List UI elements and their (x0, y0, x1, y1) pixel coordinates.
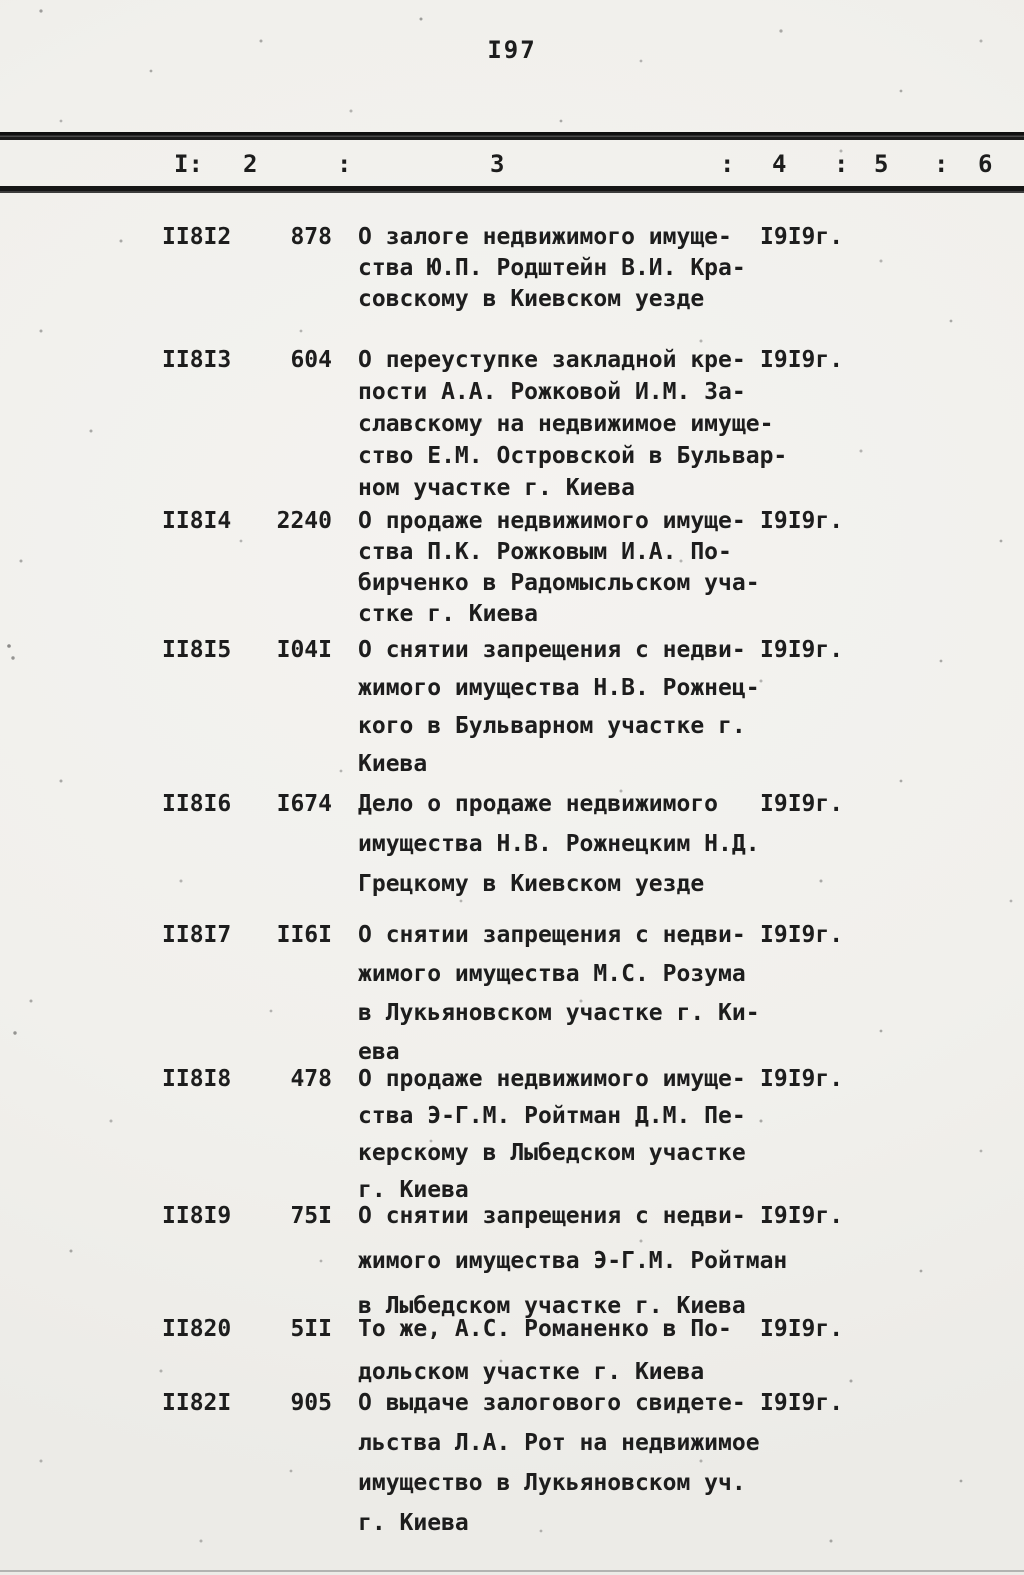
column-separator: : (834, 150, 849, 178)
table-header-rule (0, 186, 1024, 193)
case-title (358, 784, 760, 904)
case-title-line: пости А.А. Рожковой И.М. За- (358, 379, 746, 405)
table-header (0, 150, 1024, 186)
column-header-1: I: (174, 150, 203, 178)
case-title-line: О снятии запрещения с недви- (358, 637, 746, 663)
case-title (358, 631, 760, 783)
file-number: 5II (290, 1316, 332, 1342)
table-top-rule (0, 132, 1024, 140)
case-date: I9I9г. (760, 224, 844, 250)
page-number: I97 (487, 36, 537, 64)
case-date: I9I9г. (760, 637, 844, 663)
case-date: I9I9г. (760, 922, 844, 948)
case-date: I9I9г. (760, 791, 844, 817)
case-title-line: дольском участке г. Киева (358, 1359, 705, 1385)
case-title-line: стке г. Киева (358, 601, 539, 627)
file-number: 478 (290, 1066, 332, 1092)
case-title-line: Киева (358, 751, 428, 777)
case-title-line: ном участке г. Киева (358, 475, 635, 501)
case-title-line: Дело о продаже недвижимого (358, 791, 719, 817)
case-title-line: О залоге недвижимого имуще- (358, 224, 732, 250)
column-separator: : (720, 150, 735, 178)
page-bottom-rule (0, 1570, 1024, 1572)
entry-number: II82I (162, 1390, 232, 1416)
case-title-line: жимого имущества М.С. Розума (358, 961, 746, 987)
case-title-line: бирченко в Радомысльском уча- (358, 570, 760, 596)
case-title-line: О продаже недвижимого имуще- (358, 508, 746, 534)
case-title (358, 344, 788, 504)
file-number: I04I (276, 637, 332, 663)
case-date: I9I9г. (760, 1316, 844, 1342)
case-title (358, 506, 760, 630)
entry-number: II8I3 (162, 347, 232, 373)
entry-number: II8I6 (162, 791, 232, 817)
case-title-line: керскому в Лыбедском участке (358, 1140, 746, 1166)
case-date: I9I9г. (760, 508, 844, 534)
column-header-3: 3 (490, 150, 505, 178)
case-title-line: льства Л.А. Рот на недвижимое (358, 1430, 760, 1456)
case-date: I9I9г. (760, 347, 844, 373)
file-number: 878 (290, 224, 332, 250)
file-number: 905 (290, 1390, 332, 1416)
case-title-line: Грецкому в Киевском уезде (358, 871, 705, 897)
entry-number: II8I4 (162, 508, 232, 534)
case-title-line: О переуступке закладной кре- (358, 347, 746, 373)
file-number: I674 (276, 791, 332, 817)
case-title-line: имущество в Лукьяновском уч. (358, 1470, 746, 1496)
entry-number: II8I8 (162, 1066, 232, 1092)
case-title (358, 1383, 760, 1543)
case-title-line: ева (358, 1039, 400, 1065)
case-date: I9I9г. (760, 1390, 844, 1416)
case-title-line: То же, А.С. Романенко в По- (358, 1316, 732, 1342)
case-title-line: славскому на недвижимое имуще- (358, 411, 774, 437)
case-title-line: г. Киева (358, 1510, 469, 1536)
case-title-line: кого в Бульварном участке г. (358, 713, 746, 739)
case-title-line: ства П.К. Рожковым И.А. По- (358, 539, 732, 565)
case-title-line: жимого имущества Н.В. Рожнец- (358, 675, 760, 701)
scan-noise (0, 0, 2, 2)
case-title (358, 916, 760, 1072)
case-title-line: О снятии запрещения с недви- (358, 922, 746, 948)
case-title-line: ства Э-Г.М. Ройтман Д.М. Пе- (358, 1103, 746, 1129)
entry-number: II8I5 (162, 637, 232, 663)
case-date: I9I9г. (760, 1066, 844, 1092)
case-title-line: совскому в Киевском уезде (358, 286, 705, 312)
column-header-4: 4 (772, 150, 787, 178)
case-title-line: О выдаче залогового свидете- (358, 1390, 746, 1416)
case-title-line: О снятии запрещения с недви- (358, 1203, 746, 1229)
column-header-2: 2 (243, 150, 258, 178)
case-title-line: О продаже недвижимого имуще- (358, 1066, 746, 1092)
case-title-line: в Лукьяновском участке г. Ки- (358, 1000, 760, 1026)
case-title (358, 222, 760, 315)
entry-number: II820 (162, 1316, 232, 1342)
entry-number: II8I9 (162, 1203, 232, 1229)
case-title-line: ство Е.М. Островской в Бульвар- (358, 443, 788, 469)
entry-number: II8I7 (162, 922, 232, 948)
case-title-line: имущества Н.В. Рожнецким Н.Д. (358, 831, 760, 857)
file-number: 75I (290, 1203, 332, 1229)
file-number: II6I (276, 922, 332, 948)
file-number: 2240 (276, 508, 332, 534)
case-title-line: ства Ю.П. Родштейн В.И. Кра- (358, 255, 746, 281)
case-title-line: в Лыбедском участке г. Киева (358, 1293, 746, 1319)
case-title-line: г. Киева (358, 1177, 469, 1203)
column-separator: : (934, 150, 949, 178)
case-title-line: жимого имущества Э-Г.М. Ройтман (358, 1248, 788, 1274)
column-header-5: 5 (874, 150, 889, 178)
case-title (358, 1061, 760, 1209)
entry-number: II8I2 (162, 224, 232, 250)
column-header-6: 6 (978, 150, 993, 178)
column-separator: : (337, 150, 352, 178)
case-date: I9I9г. (760, 1203, 844, 1229)
file-number: 604 (290, 347, 332, 373)
case-title (358, 1308, 760, 1394)
